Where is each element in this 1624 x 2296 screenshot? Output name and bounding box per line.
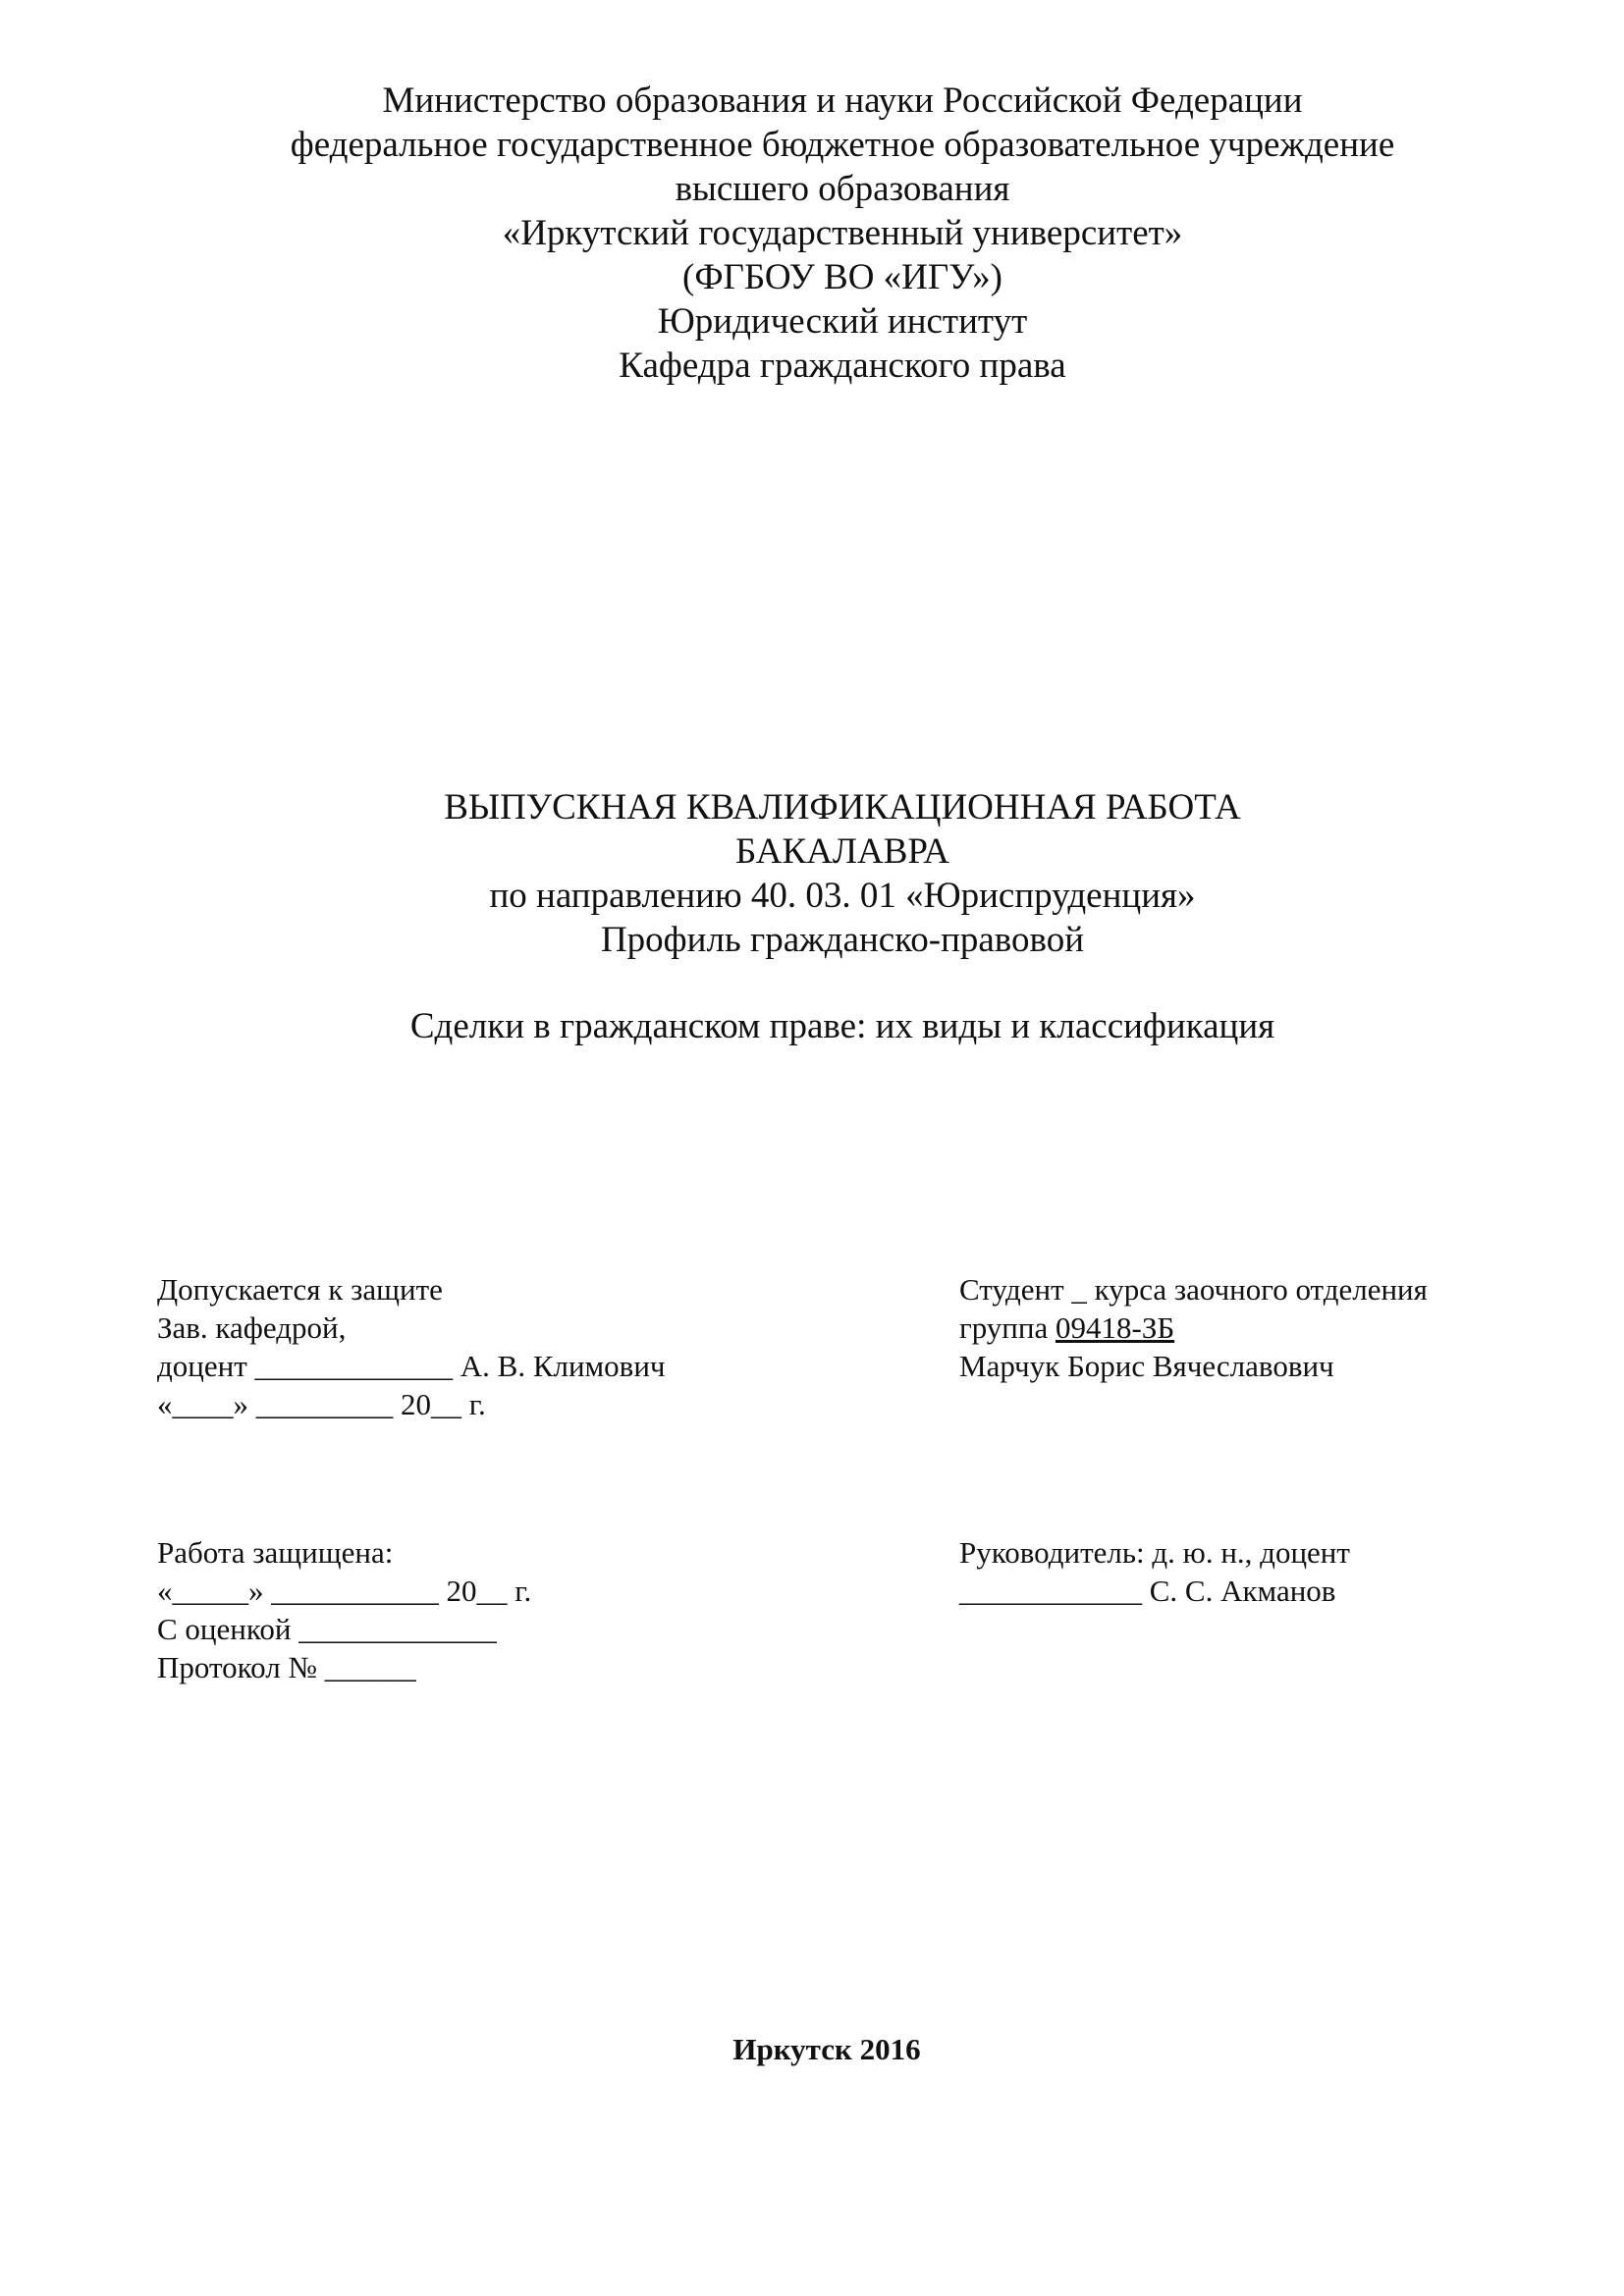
thesis-topic: Сделки в гражданском праве: их виды и классификация xyxy=(409,1006,1275,1046)
defense-line-4: Протокол № ______ xyxy=(157,1650,416,1684)
institution-header xyxy=(0,79,1624,388)
defense-line-1: Работа защищена: xyxy=(157,1535,394,1570)
admission-line-2: Зав. кафедрой, xyxy=(157,1310,347,1345)
education-level-line: высшего образования xyxy=(675,169,1010,209)
student-course-line: Студент _ курса заочного отделения xyxy=(959,1272,1428,1307)
student-group-line xyxy=(959,1308,1428,1347)
student-name: Марчук Борис Вячеславович xyxy=(959,1349,1334,1383)
supervisor-name-line: ____________ С. С. Акманов xyxy=(959,1574,1336,1608)
defense-line-3: С оценкой _____________ xyxy=(157,1612,497,1646)
specialty-line: по направлению 40. 03. 01 «Юриспруденция» xyxy=(489,876,1196,916)
department-line: Кафедра гражданского права xyxy=(619,346,1066,386)
defense-line-2: «_____» ___________ 20__ г. xyxy=(157,1574,532,1608)
admission-line-4: «____» _________ 20__ г. xyxy=(157,1387,486,1421)
admission-line-3: доцент _____________ А. В. Климович xyxy=(157,1349,666,1383)
thesis-type-line: ВЫПУСКНАЯ КВАЛИФИКАЦИОННАЯ РАБОТА xyxy=(444,787,1241,828)
institute-line: Юридический институт xyxy=(657,301,1028,342)
group-number: 09418-ЗБ xyxy=(1056,1310,1175,1345)
institution-type-line: федеральное государственное бюджетное образовательное учреждение xyxy=(290,125,1395,165)
university-abbr-line: (ФГБОУ ВО «ИГУ») xyxy=(682,257,1002,297)
group-prefix: группа xyxy=(959,1310,1056,1345)
defense-block xyxy=(157,1533,531,1686)
supervisor-block xyxy=(959,1533,1350,1610)
thesis-title-block xyxy=(0,785,1624,962)
university-name-line: «Иркутский государственный университет» xyxy=(502,213,1183,253)
degree-line: БАКАЛАВРА xyxy=(735,831,949,872)
student-block xyxy=(959,1270,1428,1385)
city-year: Иркутск 2016 xyxy=(732,2032,921,2066)
admission-line-1: Допускается к защите xyxy=(157,1272,443,1307)
admission-block xyxy=(157,1270,666,1423)
supervisor-title-line: Руководитель: д. ю. н., доцент xyxy=(959,1535,1350,1570)
profile-line: Профиль гражданско-правовой xyxy=(600,920,1085,960)
ministry-line: Министерство образования и науки Российской Федерации xyxy=(382,80,1303,121)
